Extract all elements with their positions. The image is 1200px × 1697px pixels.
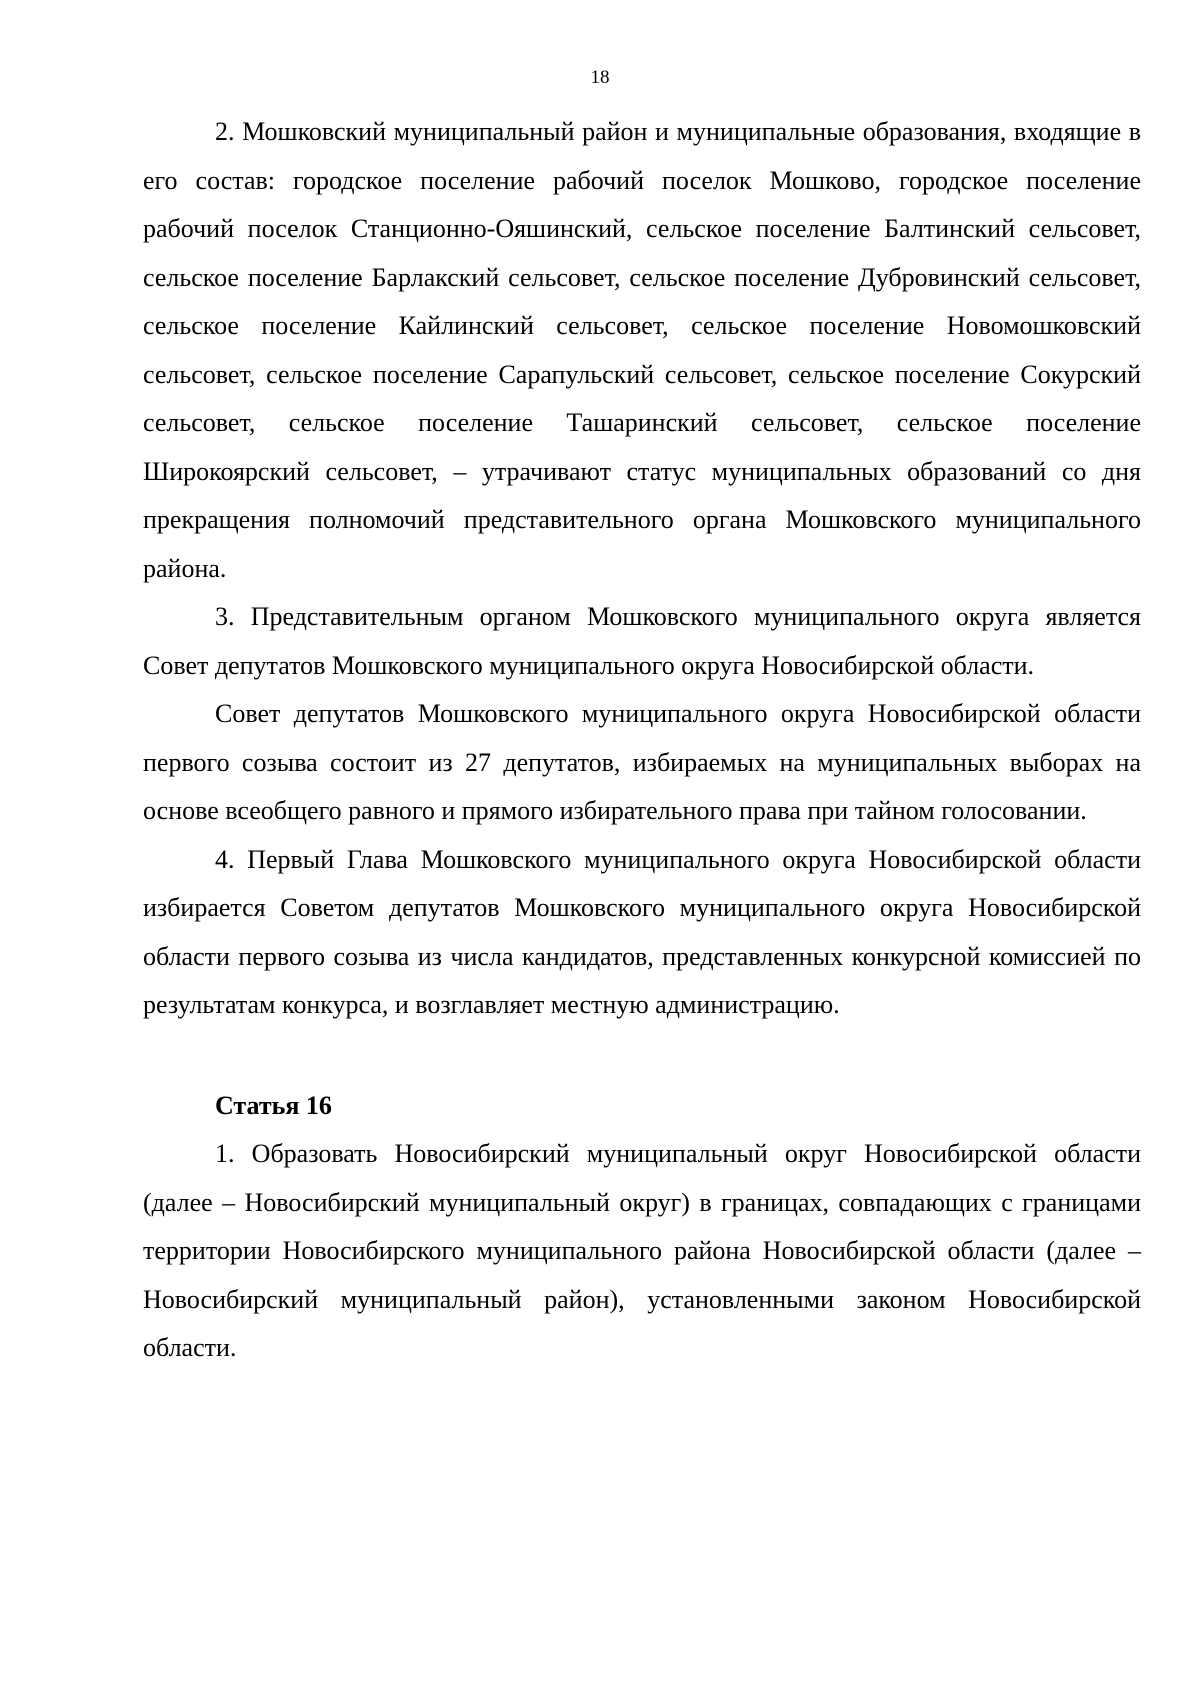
- document-body: [143, 108, 1141, 1373]
- paragraph-item-2: 2. Мошковский муниципальный район и муниципальные образования, входящие в его состав: городское поселение рабочий поселок Мошково, городское поселение рабочий поселок Станционно-Ояшинский, сельское поселение Балтинский сельсовет, сельское поселение Барлакский сельсовет, сельское поселение Дубровинский сельсовет, сельское поселение Кайлинский сельсовет, сельское поселение Новомошковский сельсовет, сельское поселение Сарапульский сельсовет, сельское поселение Сокурский сельсовет, сельское поселение Ташаринский сельсовет, сельское поселение Широкоярский сельсовет, – утрачивают статус муниципальных образований со дня прекращения полномочий представительного органа Мошковского муниципального района.: [143, 117, 1141, 583]
- paragraph-item-3: 3. Представительным органом Мошковского муниципального округа является Совет депутатов Мошковского муниципального округа Новосибирской области.: [143, 602, 1141, 680]
- article-heading: Статья 16: [215, 1090, 332, 1120]
- paragraph-item-4: 4. Первый Глава Мошковского муниципального округа Новосибирской области избирается Советом депутатов Мошковского муниципального округа Новосибирской области первого созыва из числа кандидатов, представленных конкурсной комиссией по результатам конкурса, и возглавляет местную администрацию.: [143, 844, 1141, 1019]
- paragraph-council-composition: Совет депутатов Мошковского муниципального округа Новосибирской области первого созыва состоит из 27 депутатов, избираемых на муниципальных выборах на основе всеобщего равного и прямого избирательного права при тайном голосовании.: [143, 699, 1141, 825]
- article-paragraph-1: 1. Образовать Новосибирский муниципальный округ Новосибирской области (далее – Новосибирский муниципальный округ) в границах, совпадающих с границами территории Новосибирского муниципального района Новосибирской области (далее – Новосибирский муниципальный район), установленными законом Новосибирской области.: [143, 1139, 1141, 1362]
- page-number: 18: [590, 67, 610, 88]
